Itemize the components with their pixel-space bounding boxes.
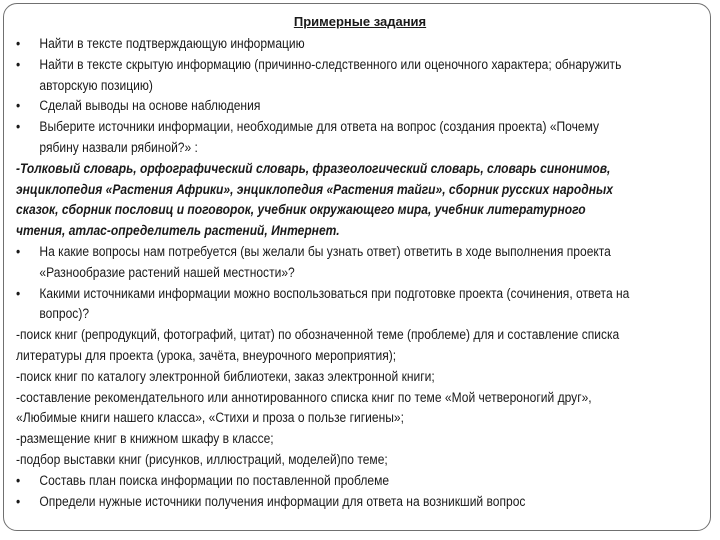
bullet-icon: • — [16, 493, 21, 509]
item-text: Сделай выводы на основе наблюдения — [39, 98, 261, 114]
bullet-icon: • — [16, 36, 21, 51]
dash-item: -поиск книг (репродукций, фотографий, цитат) по обозначенной теме (проблеме) для и составление списка литературы для проекта (урока, зачёта, внеурочного мероприятия); — [16, 327, 620, 363]
list-item — [16, 96, 632, 117]
list-item — [16, 471, 632, 492]
item-text: Определи нужные источники получения информации для ответа на возникший вопрос — [39, 493, 526, 509]
bullet-icon: • — [16, 56, 21, 72]
item-text: Какими источниками информации можно воспользоваться при подготовке проекта (сочинения, ответа на вопрос)? — [39, 285, 630, 322]
list-item — [16, 34, 632, 55]
dash-item: -составление рекомендательного или аннотированного списка книг по теме «Мой четвероногий друг», «Любимые книги нашего класса», «Стихи и проза о пользе гигиены»; — [16, 389, 592, 426]
bullet-icon: • — [16, 119, 21, 135]
bullet-icon: • — [16, 285, 21, 301]
list-item — [16, 55, 632, 97]
bullet-icon: • — [16, 243, 21, 259]
bullet-icon: • — [16, 472, 21, 488]
list-item — [16, 492, 632, 513]
dash-item: -размещение книг в книжном шкафу в классе; — [16, 431, 274, 447]
bullet-icon: • — [16, 98, 21, 114]
slide-title: Примерные задания — [293, 14, 427, 29]
item-text: На какие вопросы нам потребуется (вы желали бы узнать ответ) ответить в ходе выполнения проекта «Разнообразие растений нашей местности»? — [39, 243, 611, 280]
item-text: Выберите источники информации, необходимые для ответа на вопрос (создания проекта) «Почему рябину назвали рябиной?» : — [39, 119, 600, 155]
item-text: Найти в тексте подтверждающую информацию — [39, 36, 305, 51]
list-item — [16, 242, 632, 284]
dash-item: -поиск книг по каталогу электронной библиотеки, заказ электронной книги; — [16, 368, 435, 384]
slide-content — [16, 34, 632, 512]
dash-item: -подбор выставки книг (рисунков, иллюстраций, моделей)по теме; — [16, 451, 388, 467]
item-text: Составь план поиска информации по поставленной проблеме — [39, 472, 390, 488]
list-item — [16, 117, 632, 159]
list-item — [16, 284, 632, 326]
item-text: Найти в тексте скрытую информацию (причинно-следственного или оценочного характера; обнаружить авторскую позицию) — [39, 56, 622, 93]
sources-list: -Толковый словарь, орфографический словарь, фразеологический словарь, словарь синонимов, энциклопедия «Растения Африки», энциклопедия «Растения тайги», сборник русских народных сказок, сборник пословиц и поговорок, учебник окружающего мира, учебник литературного чтения, атлас-определитель растений, Интернет. — [16, 160, 614, 239]
